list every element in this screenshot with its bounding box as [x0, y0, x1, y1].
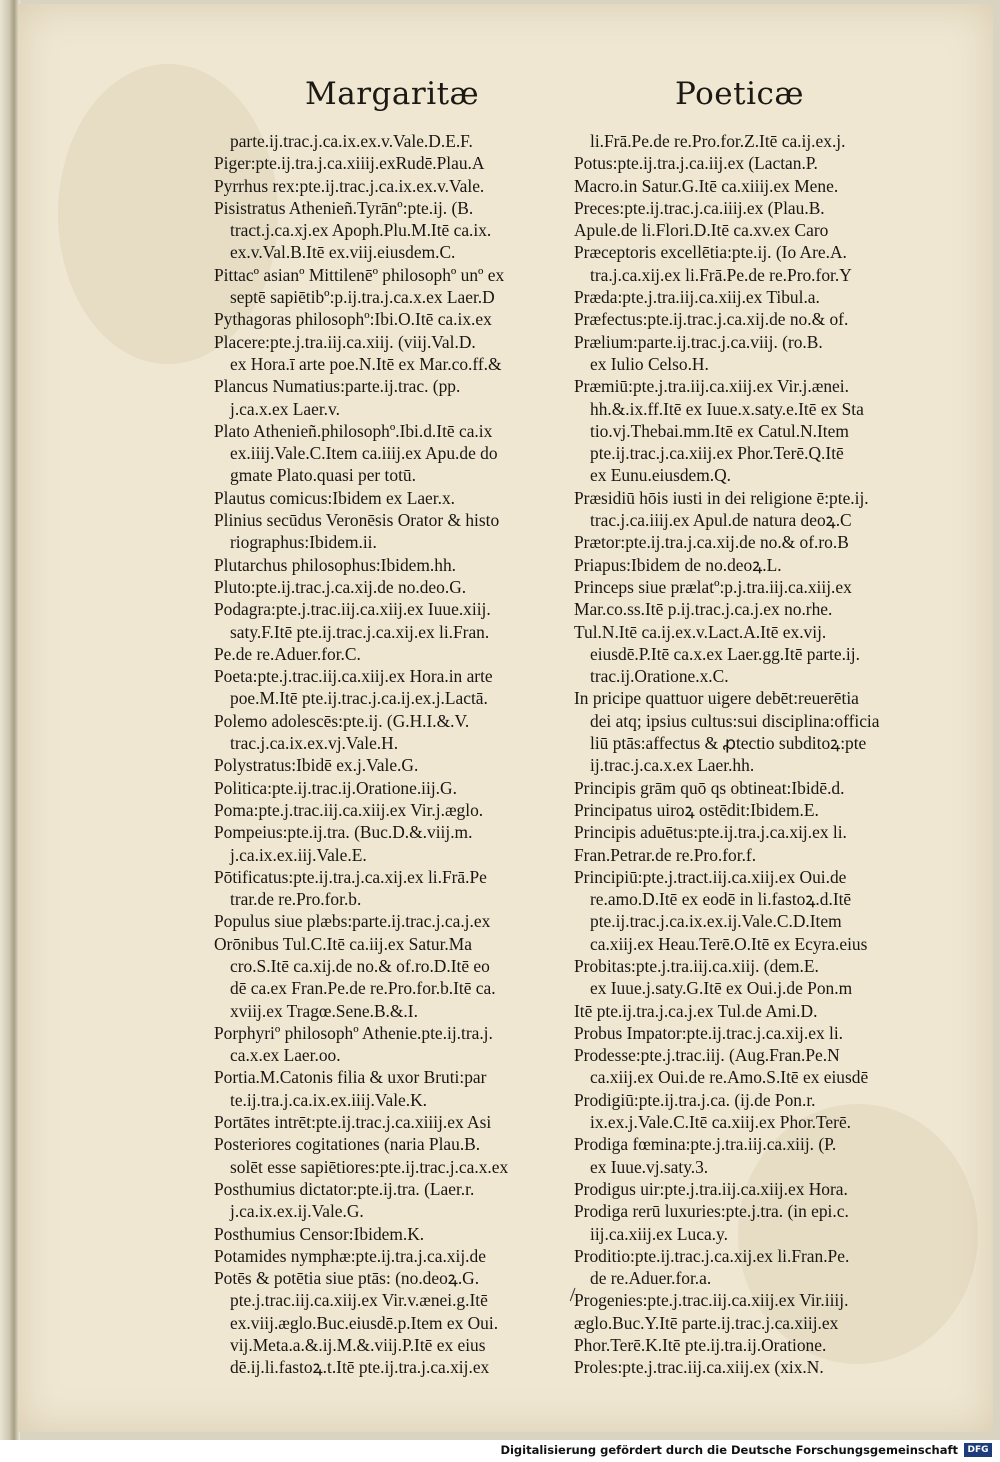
index-line: Pyrrhus rex:pte.ij.trac.j.ca.ix.ex.v.Vale.: [214, 175, 485, 196]
index-line: Itē pte.ij.tra.j.ca.j.ex Tul.de Ami.D.: [574, 1000, 818, 1021]
index-line: hh.&.ix.ff.Itē ex Iuue.x.saty.e.Itē ex Sta: [590, 398, 864, 419]
index-line: Potamides nymphæ:pte.ij.tra.j.ca.xij.de: [214, 1245, 486, 1266]
index-line: Præceptoris excellētia:pte.ij. (Io Are.A.: [574, 242, 847, 263]
index-line: ex.v.Val.B.Itē ex.viij.eiusdem.C.: [230, 242, 456, 263]
index-line: Orōnibus Tul.C.Itē ca.iij.ex Satur.Ma: [214, 933, 472, 954]
index-line: trac.j.ca.iiij.ex Apul.de natura deoꝝ.C: [590, 510, 852, 531]
footer-credit: Digitalisierung gefördert durch die Deutsche Forschungsgemeinschaft: [500, 1443, 958, 1457]
index-line: riographus:Ibidem.ii.: [230, 532, 377, 553]
index-line: ca.x.ex Laer.oo.: [230, 1045, 341, 1066]
index-line: liū ptās:affectus & ꝓtectio subditoꝝ:pte: [590, 733, 867, 754]
index-line: de re.Aduer.for.a.: [590, 1268, 712, 1289]
index-line: Plato Athenieñ.philosophº.Ibi.d.Itē ca.ix: [214, 420, 493, 441]
index-line: tra.j.ca.xij.ex li.Frā.Pe.de re.Pro.for.Y: [590, 264, 852, 285]
index-line: pte.j.trac.iij.ca.xiij.ex Vir.v.ænei.g.Itē: [230, 1290, 488, 1311]
index-line: Pōtificatus:pte.ij.tra.j.ca.xij.ex li.Frā.Pe: [214, 866, 487, 887]
index-line: Preces:pte.ij.trac.j.ca.iiij.ex (Plau.B.: [574, 197, 825, 218]
index-line: ex.viij.æglo.Buc.eiusdē.p.Item ex Oui.: [230, 1312, 499, 1333]
index-line: j.ca.ix.ex.ij.Vale.G.: [230, 1201, 364, 1222]
index-line: Præsidiū hōis iusti in dei religione ē:pte.ij.: [574, 487, 869, 508]
index-line: Proles:pte.j.trac.iij.ca.xiij.ex (xix.N.: [574, 1357, 824, 1378]
index-line: Plancus Numatius:parte.ij.trac. (pp.: [214, 376, 461, 397]
index-line: Posthumius dictator:pte.ij.tra. (Laer.r.: [214, 1178, 475, 1199]
index-line: Principiū:pte.j.tract.iij.ca.xiij.ex Oui.de: [574, 866, 847, 887]
index-line: Priapus:Ibidem de no.deoꝝ.L.: [574, 554, 782, 575]
index-line: Fran.Petrar.de re.Pro.for.f.: [574, 844, 757, 865]
left-index-column: [214, 130, 554, 1379]
index-line: Phor.Terē.K.Itē pte.ij.tra.ij.Oratione.: [574, 1335, 827, 1356]
index-line: Prodigus uir:pte.j.tra.iij.ca.xiij.ex Hora.: [574, 1178, 848, 1199]
index-line: xviij.ex Tragœ.Sene.B.&.I.: [230, 1000, 418, 1021]
index-line: Principis grām quō qs obtineat:Ibidē.d.: [574, 777, 845, 798]
index-line: Posthumius Censor:Ibidem.K.: [214, 1223, 425, 1244]
index-line: Præfectus:pte.ij.trac.j.ca.xij.de no.& of.: [574, 309, 849, 330]
index-line: Poma:pte.j.trac.iij.ca.xiij.ex Vir.j.æglo.: [214, 799, 484, 820]
right-index-column: [574, 130, 924, 1379]
index-line: ex Iulio Celso.H.: [590, 353, 709, 374]
index-line: te.ij.tra.j.ca.ix.ex.iiij.Vale.K.: [230, 1089, 428, 1110]
running-head-left: Margaritæ: [305, 76, 480, 112]
index-line: tio.vj.Thebai.mm.Itē ex Catul.N.Item: [590, 420, 849, 441]
index-line: Principis aduētus:pte.ij.tra.j.ca.xij.ex li.: [574, 822, 847, 843]
index-line: ex.iiij.Vale.C.Item ca.iiij.ex Apu.de do: [230, 443, 498, 464]
index-line: Pisistratus Athenieñ.Tyrānº:pte.ij. (B.: [214, 197, 474, 218]
index-line: vij.Meta.a.&.ij.M.&.viij.P.Itē ex eius: [230, 1335, 486, 1356]
index-line: Populus siue plæbs:parte.ij.trac.j.ca.j.ex: [214, 911, 491, 932]
index-line: Macro.in Satur.G.Itē ca.xiiij.ex Mene.: [574, 175, 839, 196]
index-line: Prælium:parte.ij.trac.j.ca.viij. (ro.B.: [574, 331, 823, 352]
index-line: parte.ij.trac.j.ca.ix.ex.v.Vale.D.E.F.: [230, 131, 473, 151]
index-line: Prodiga rerū luxuries:pte.j.tra. (in epi.c.: [574, 1201, 849, 1222]
index-line: Pluto:pte.ij.trac.j.ca.xij.de no.deo.G.: [214, 576, 467, 597]
index-line: septē sapiētibº:p.ij.tra.j.ca.x.ex Laer.D: [230, 287, 495, 308]
index-line: Porphyriº philosophº Athenie.pte.ij.tra.j.: [214, 1022, 493, 1043]
index-line: ex Iuue.j.saty.G.Itē ex Oui.j.de Pon.m: [590, 978, 853, 999]
index-line: Potus:pte.ij.tra.j.ca.iij.ex (Lactan.P.: [574, 153, 818, 174]
index-line: j.ca.x.ex Laer.v.: [230, 398, 340, 419]
index-line: re.amo.D.Itē ex eodē in li.fastoꝝ.d.Itē: [590, 889, 852, 910]
book-spine-edge: [0, 0, 20, 1440]
index-line: Pythagoras philosophº:Ibi.O.Itē ca.ix.ex: [214, 309, 492, 330]
index-line: trac.ij.Oratione.x.C.: [590, 666, 729, 687]
running-head-right: Poeticæ: [675, 76, 804, 112]
index-line: ca.xiij.ex Oui.de re.Amo.S.Itē ex eiusdē: [590, 1067, 869, 1088]
index-line: tract.j.ca.xj.ex Apoph.Plu.M.Itē ca.ix.: [230, 220, 492, 241]
index-line: Portia.M.Catonis filia & uxor Bruti:par: [214, 1067, 487, 1088]
index-line: j.ca.ix.ex.iij.Vale.E.: [230, 844, 367, 865]
index-line: Piger:pte.ij.tra.j.ca.xiiij.exRudē.Plau.A: [214, 153, 485, 174]
index-line: pte.ij.trac.j.ca.xiij.ex Phor.Terē.Q.Itē: [590, 443, 844, 464]
index-line: eiusdē.P.Itē ca.x.ex Laer.gg.Itē parte.ij.: [590, 643, 860, 664]
index-line: Poeta:pte.j.trac.iij.ca.xiij.ex Hora.in arte: [214, 666, 493, 687]
index-line: Portātes intrēt:pte.ij.trac.j.ca.xiiij.ex Asi: [214, 1112, 492, 1133]
index-line: Apule.de li.Flori.D.Itē ca.xv.ex Caro: [574, 220, 829, 241]
index-line: Potēs & potētia siue ptās: (no.deoꝝ.G.: [214, 1268, 480, 1289]
index-line: trar.de re.Pro.for.b.: [230, 889, 362, 910]
index-line: Pittacº asianº Mittilenēº philosophº unº ex: [214, 264, 505, 285]
index-line: ex Hora.ī arte poe.N.Itē ex Mar.co.ff.&: [230, 353, 502, 374]
index-line: Principatus uiroꝝ ostēdit:Ibidem.E.: [574, 799, 819, 820]
index-line: trac.j.ca.ix.ex.vj.Vale.H.: [230, 733, 399, 754]
index-line: Polemo adolescēs:pte.ij. (G.H.I.&.V.: [214, 710, 470, 731]
index-line: Polystratus:Ibidē ex.j.Vale.G.: [214, 755, 419, 776]
index-line: solēt esse sapiētiores:pte.ij.trac.j.ca.x.ex: [230, 1156, 509, 1177]
index-line: Princeps siue prælatº:p.j.tra.iij.ca.xiij.ex: [574, 576, 852, 597]
index-line: ij.trac.j.ca.x.ex Laer.hh.: [590, 755, 755, 776]
index-line: ix.ex.j.Vale.C.Itē ca.xiij.ex Phor.Terē.: [590, 1112, 852, 1133]
index-line: cro.S.Itē ca.xij.de no.& of.ro.D.Itē eo: [230, 955, 490, 976]
index-line: æglo.Buc.Y.Itē parte.ij.trac.j.ca.xiij.ex: [574, 1312, 839, 1333]
index-line: Præda:pte.j.tra.iij.ca.xiij.ex Tibul.a.: [574, 287, 820, 308]
index-line: Proditio:pte.ij.trac.j.ca.xij.ex li.Fran.Pe.: [574, 1245, 850, 1266]
index-line: Prodigiū:pte.ij.tra.j.ca. (ij.de Pon.r.: [574, 1089, 816, 1110]
index-line: Plautus comicus:Ibidem ex Laer.x.: [214, 487, 455, 508]
index-line: saty.F.Itē pte.ij.trac.j.ca.xij.ex li.Fran.: [230, 621, 490, 642]
index-line: li.Frā.Pe.de re.Pro.for.Z.Itē ca.ij.ex.j.: [590, 131, 846, 151]
index-line: ex Iuue.vj.saty.3.: [590, 1156, 709, 1177]
index-line: Prodiga fœmina:pte.j.tra.iij.ca.xiij. (P.: [574, 1134, 837, 1155]
index-line: ca.xiij.ex Heau.Terē.O.Itē ex Ecyra.eius: [590, 933, 868, 954]
index-line: In pricipe quattuor uigere debēt:reuerētia: [574, 688, 859, 709]
index-line: Plutarchus philosophus:Ibidem.hh.: [214, 554, 457, 575]
index-line: Prodesse:pte.j.trac.iij. (Aug.Fran.Pe.N: [574, 1045, 840, 1066]
index-line: Prætor:pte.ij.tra.j.ca.xij.de no.& of.ro.B: [574, 532, 849, 553]
digitization-footer: [0, 1440, 1000, 1462]
index-line: Mar.co.ss.Itē p.ij.trac.j.ca.j.ex no.rhe.: [574, 599, 833, 620]
index-line: Posteriores cogitationes (naria Plau.B.: [214, 1134, 481, 1155]
index-line: poe.M.Itē pte.ij.trac.j.ca.ij.ex.j.Lactā.: [230, 688, 488, 709]
index-line: pte.ij.trac.j.ca.ix.ex.ij.Vale.C.D.Item: [590, 911, 842, 932]
index-line: iij.ca.xiij.ex Luca.y.: [590, 1223, 728, 1244]
index-line: Placere:pte.j.tra.iij.ca.xiij. (viij.Val.D.: [214, 331, 476, 352]
index-line: gmate Plato.quasi per totū.: [230, 465, 416, 486]
dfg-logo: DFG: [964, 1443, 992, 1457]
index-line: Pe.de re.Aduer.for.C.: [214, 643, 361, 664]
index-line: Pompeius:pte.ij.tra. (Buc.D.&.viij.m.: [214, 822, 473, 843]
index-line: Tul.N.Itē ca.ij.ex.v.Lact.A.Itē ex.vij.: [574, 621, 827, 642]
index-line: dē.ij.li.fastoꝝ.t.Itē pte.ij.tra.j.ca.xij.ex: [230, 1357, 490, 1378]
index-line: Plinius secūdus Veronēsis Orator & histo: [214, 510, 500, 531]
index-line: Progenies:pte.j.trac.iij.ca.xiij.ex Vir.iiij.: [574, 1290, 849, 1311]
index-line: Politica:pte.ij.trac.ij.Oratione.iij.G.: [214, 777, 457, 798]
index-line: Probitas:pte.j.tra.iij.ca.xiij. (dem.E.: [574, 955, 819, 976]
index-line: ex Eunu.eiusdem.Q.: [590, 465, 732, 486]
index-line: Probus Impator:pte.ij.trac.j.ca.xij.ex li.: [574, 1022, 844, 1043]
index-line: Podagra:pte.j.trac.iij.ca.xiij.ex Iuue.xiij.: [214, 599, 491, 620]
index-line: Præmiū:pte.j.tra.iij.ca.xiij.ex Vir.j.ænei.: [574, 376, 849, 397]
index-line: dei atq; ipsius cultus:sui disciplina:officia: [590, 710, 880, 731]
index-line: dē ca.ex Fran.Pe.de re.Pro.for.b.Itē ca.: [230, 978, 496, 999]
